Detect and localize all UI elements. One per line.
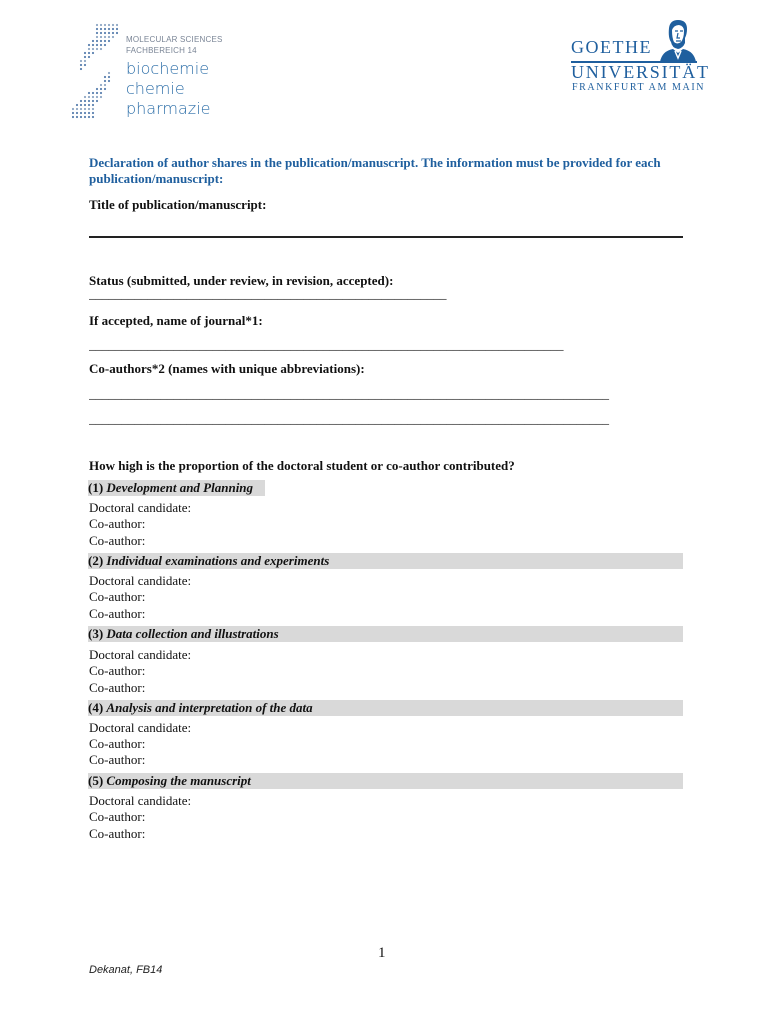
section-heading: (1) Development and Planning [88, 480, 254, 495]
title-answer-line[interactable] [89, 236, 683, 238]
logo-text-chemie: chemie [126, 79, 185, 98]
section-heading: (5) Composing the manuscript [88, 773, 251, 788]
page-number: 1 [378, 945, 386, 961]
section-heading: (2) Individual examinations and experiments [88, 553, 330, 568]
section-heading: (4) Analysis and interpretation of the data [88, 700, 313, 715]
section-data-collection [88, 626, 683, 642]
footer-text: Dekanat, FB14 [89, 964, 163, 976]
logo-text-molecular-sciences: MOLECULAR SCIENCES [126, 35, 223, 44]
logo-text-biochemie: biochemie [126, 59, 210, 78]
section-individual-examinations [88, 553, 683, 569]
status-label: Status (submitted, under review, in revision, accepted): [89, 273, 394, 288]
section-4-doctoral-candidate: Doctoral candidate: [89, 720, 192, 735]
fb14-logo-mark [72, 22, 118, 120]
section-composing-manuscript [88, 773, 683, 789]
journal-label: If accepted, name of journal*1: [89, 313, 263, 328]
logo-text-fachbereich: FACHBEREICH 14 [126, 46, 197, 55]
goethe-logo-name: GOETHE [571, 37, 652, 57]
section-3-coauthor-2: Co-author: [89, 680, 146, 695]
section-1-coauthor-1: Co-author: [89, 516, 146, 531]
coauthors-label: Co-authors*2 (names with unique abbreviations): [89, 361, 365, 376]
coauthors-answer-line-1[interactable]: ________________________________________________________________________________ [89, 387, 609, 401]
section-1-coauthor-2: Co-author: [89, 533, 146, 548]
section-2-coauthor-2: Co-author: [89, 606, 146, 621]
coauthors-answer-line-2[interactable]: ________________________________________________________________________________ [89, 412, 609, 426]
contribution-question: How high is the proportion of the doctoral student or co-author contributed? [89, 458, 515, 473]
title-label: Title of publication/manuscript: [89, 197, 267, 212]
section-3-doctoral-candidate: Doctoral candidate: [89, 647, 192, 662]
section-4-coauthor-1: Co-author: [89, 736, 146, 751]
section-2-doctoral-candidate: Doctoral candidate: [89, 573, 192, 588]
section-4-coauthor-2: Co-author: [89, 752, 146, 767]
journal-answer-line[interactable]: _________________________________________________________________________ [89, 338, 564, 352]
status-answer-line[interactable]: _______________________________________________________ [89, 287, 447, 301]
logo-text-pharmazie: pharmazie [126, 99, 211, 118]
goethe-portrait-icon [656, 18, 698, 62]
section-analysis-interpretation [88, 700, 683, 716]
section-2-coauthor-1: Co-author: [89, 589, 146, 604]
section-5-coauthor-1: Co-author: [89, 809, 146, 824]
goethe-logo-city: FRANKFURT AM MAIN [572, 82, 706, 93]
section-3-coauthor-1: Co-author: [89, 663, 146, 678]
section-development-planning [88, 480, 683, 496]
form-heading: Declaration of author shares in the publication/manuscript. The information must be provided for each publication/manuscript: [89, 155, 661, 186]
section-5-doctoral-candidate: Doctoral candidate: [89, 793, 192, 808]
section-5-coauthor-2: Co-author: [89, 826, 146, 841]
section-heading: (3) Data collection and illustrations [88, 626, 279, 641]
section-1-doctoral-candidate: Doctoral candidate: [89, 500, 192, 515]
goethe-logo-university: UNIVERSITÄT [571, 62, 710, 82]
